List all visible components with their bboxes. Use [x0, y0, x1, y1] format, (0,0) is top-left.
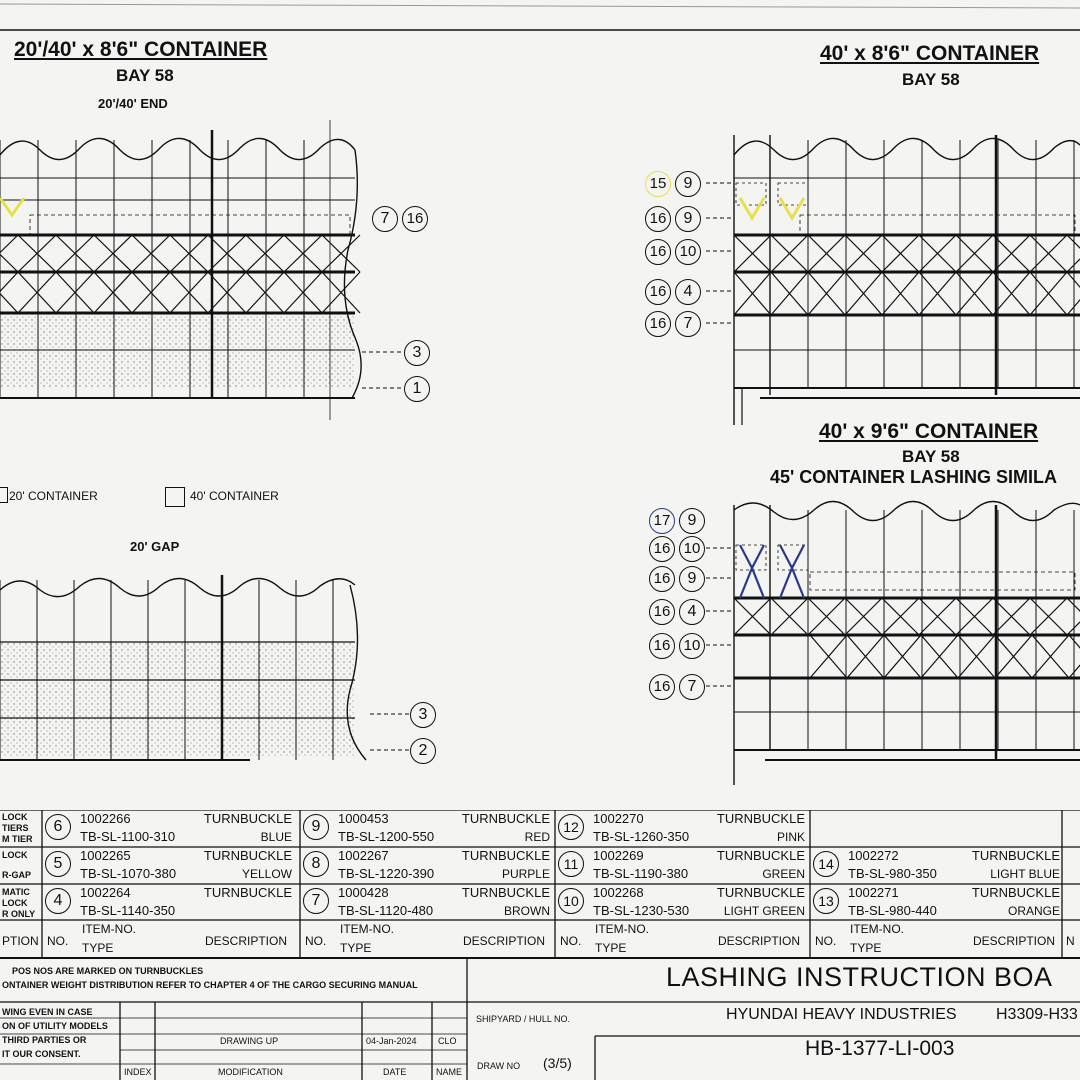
item-number: 1002266 — [80, 811, 131, 826]
header-item-no: ITEM-NO. — [82, 922, 136, 936]
header-description: DESCRIPTION — [718, 934, 801, 948]
rev-modification-entry: DRAWING UP — [220, 1036, 279, 1046]
parts-entry — [42, 810, 298, 847]
shipyard-name: HYUNDAI HEAVY INDUSTRIES — [726, 1006, 957, 1023]
callout-circle: 9 — [675, 206, 701, 232]
item-color: BLUE — [260, 830, 292, 844]
item-color: BROWN — [504, 904, 550, 918]
legend-20-label: 20' CONTAINER — [9, 489, 98, 503]
item-number: 1000428 — [338, 885, 389, 900]
callout-circle: 10 — [679, 633, 705, 659]
callout-circle: 10 — [675, 239, 701, 265]
draw-number: HB-1377-LI-003 — [805, 1037, 955, 1060]
header-item-no: ITEM-NO. — [340, 922, 394, 936]
callout-circle: 3 — [404, 340, 430, 366]
callout-circle: 10 — [679, 536, 705, 562]
header-type: TYPE — [850, 941, 882, 955]
copyright-1: WING EVEN IN CASE — [2, 1007, 93, 1017]
draw-no-label: DRAW NO — [477, 1061, 521, 1071]
pos-number-circle: 6 — [45, 814, 71, 840]
pos-number-circle: 5 — [45, 851, 71, 877]
drawing-title: LASHING INSTRUCTION BOA — [666, 962, 1053, 992]
callout-circle: 16 — [649, 599, 675, 625]
item-number: 1002267 — [338, 848, 389, 863]
header-description-cut: PTION — [2, 934, 39, 948]
header-type: TYPE — [595, 941, 627, 955]
pos-number-circle: 4 — [45, 888, 71, 914]
header-description: DESCRIPTION — [205, 934, 288, 948]
header-no: NO. — [560, 934, 582, 948]
item-number: 1000453 — [338, 811, 389, 826]
shipyard-label: SHIPYARD / HULL NO. — [476, 1014, 571, 1024]
pos-number-circle: 7 — [303, 888, 329, 914]
hull-number: H3309-H33 — [996, 1006, 1078, 1023]
gap-label: 20' GAP — [130, 539, 180, 554]
item-description: TURNBUCKLE — [971, 885, 1060, 900]
callout-circle: 4 — [679, 599, 705, 625]
item-type: TB-SL-980-440 — [848, 903, 937, 918]
item-number: 1002265 — [80, 848, 131, 863]
callout-circle: 7 — [679, 674, 705, 700]
parts-entry — [810, 847, 1066, 884]
item-color: ORANGE — [1007, 904, 1060, 918]
item-description: TURNBUCKLE — [203, 885, 292, 900]
item-description: TURNBUCKLE — [716, 811, 805, 826]
copyright-3: THIRD PARTIES OR — [2, 1035, 87, 1045]
parts-table — [0, 810, 1080, 1080]
copyright-4: IT OUR CONSENT. — [2, 1049, 81, 1059]
item-type: TB-SL-1140-350 — [80, 903, 176, 918]
top-right-title: 40' x 8'6" CONTAINER — [820, 42, 1040, 65]
leader-lines — [362, 183, 734, 750]
parts-entry — [300, 810, 556, 847]
note-line-2: ONTAINER WEIGHT DISTRIBUTION REFER TO CHAPTER 4 OF THE CARGO SECURING MANUAL — [2, 980, 418, 990]
item-type: TB-SL-1100-310 — [80, 829, 176, 844]
edge-label-5: R-GAP — [2, 870, 31, 880]
item-type: TB-SL-980-350 — [848, 866, 937, 881]
item-color: LIGHT BLUE — [990, 867, 1060, 881]
header-no-cut: N — [1066, 934, 1075, 948]
header-no: NO. — [305, 934, 327, 948]
parts-entry — [555, 810, 811, 847]
parts-entry — [300, 847, 556, 884]
table-header-group — [42, 920, 298, 958]
callout-circle: 9 — [679, 508, 705, 534]
item-number: 1002271 — [848, 885, 899, 900]
header-description: DESCRIPTION — [973, 934, 1056, 948]
parts-entry — [42, 884, 298, 921]
item-color: RED — [524, 830, 550, 844]
pos-number-circle: 11 — [558, 851, 584, 877]
note-line-1: POS NOS ARE MARKED ON TURNBUCKLES — [12, 966, 204, 976]
callout-circle: 1 — [404, 376, 430, 402]
parts-entry — [555, 884, 811, 921]
item-number: 1002268 — [593, 885, 644, 900]
callout-circle: 9 — [679, 566, 705, 592]
callout-circle: 16 — [645, 206, 671, 232]
item-color: LIGHT GREEN — [723, 904, 805, 918]
mid-right-bay: BAY 58 — [902, 447, 960, 466]
parts-entry — [555, 847, 811, 884]
rev-index-label: INDEX — [124, 1067, 152, 1077]
parts-entry — [42, 847, 298, 884]
edge-label-2: TIERS — [2, 823, 29, 833]
callout-circle: 9 — [675, 171, 701, 197]
edge-label-7: LOCK — [2, 898, 28, 908]
table-header-group — [300, 920, 556, 958]
rev-date-label: DATE — [383, 1067, 407, 1077]
header-type: TYPE — [82, 941, 114, 955]
item-type: TB-SL-1120-480 — [338, 903, 434, 918]
edge-label-4: LOCK — [2, 850, 28, 860]
callout-circle: 4 — [675, 279, 701, 305]
legend-20-swatch — [0, 487, 8, 503]
pos-number-circle: 13 — [813, 888, 839, 914]
item-color: PURPLE — [501, 867, 550, 881]
mid-right-title: 40' x 9'6" CONTAINER — [819, 420, 1039, 443]
parts-entry — [810, 884, 1066, 921]
header-no: NO. — [47, 934, 69, 948]
parts-entry — [300, 884, 556, 921]
rev-modification-label: MODIFICATION — [218, 1067, 283, 1077]
item-type: TB-SL-1220-390 — [338, 866, 435, 881]
callout-circle: 16 — [649, 633, 675, 659]
callout-circle: 7 — [675, 311, 701, 337]
header-item-no: ITEM-NO. — [850, 922, 904, 936]
table-header-group — [555, 920, 811, 958]
item-number: 1002270 — [593, 811, 644, 826]
header-type: TYPE — [340, 941, 372, 955]
item-description: TURNBUCKLE — [971, 848, 1060, 863]
table-header-group — [810, 920, 1066, 958]
edge-label-1: LOCK — [2, 812, 28, 822]
copyright-2: ON OF UTILITY MODELS — [2, 1021, 108, 1031]
item-description: TURNBUCKLE — [461, 885, 550, 900]
header-item-no: ITEM-NO. — [595, 922, 649, 936]
top-left-end-label: 20'/40' END — [98, 96, 168, 111]
item-color: YELLOW — [241, 867, 292, 881]
sheet-number: (3/5) — [543, 1055, 572, 1071]
edge-label-8: R ONLY — [2, 909, 36, 919]
callout-circle: 16 — [402, 206, 428, 232]
top-left-bay: BAY 58 — [116, 66, 174, 85]
item-type: TB-SL-1260-350 — [593, 829, 690, 844]
top-right-bay: BAY 58 — [902, 70, 960, 89]
mid-right-stack — [734, 501, 1080, 785]
item-type: TB-SL-1190-380 — [593, 866, 689, 881]
legend-40-label: 40' CONTAINER — [190, 489, 279, 503]
pos-number-circle: 10 — [558, 888, 584, 914]
callout-circle: 16 — [649, 674, 675, 700]
rev-name-entry: CLO — [438, 1036, 457, 1046]
pos-number-circle: 14 — [813, 851, 839, 877]
item-type: TB-SL-1070-380 — [80, 866, 177, 881]
item-number: 1002272 — [848, 848, 899, 863]
callout-circle: 7 — [372, 206, 398, 232]
pos-number-circle: 9 — [303, 814, 329, 840]
callout-circle: 16 — [649, 536, 675, 562]
item-description: TURNBUCKLE — [461, 811, 550, 826]
item-color: PINK — [776, 830, 805, 844]
pos-number-circle: 8 — [303, 851, 329, 877]
callout-circle: 2 — [410, 738, 436, 764]
item-description: TURNBUCKLE — [461, 848, 550, 863]
item-description: TURNBUCKLE — [203, 811, 292, 826]
header-description: DESCRIPTION — [463, 934, 546, 948]
item-type: TB-SL-1230-530 — [593, 903, 690, 918]
item-number: 1002264 — [80, 885, 131, 900]
callout-circle: 15 — [645, 171, 671, 197]
item-color: GREEN — [762, 867, 805, 881]
mid-right-note: 45' CONTAINER LASHING SIMILA — [770, 467, 1057, 487]
header-no: NO. — [815, 934, 837, 948]
callout-circle: 16 — [645, 311, 671, 337]
bottom-left-stack — [0, 575, 366, 760]
callout-circle: 16 — [649, 566, 675, 592]
callout-circle: 16 — [645, 279, 671, 305]
callout-circle: 3 — [410, 702, 436, 728]
rev-date-entry: 04-Jan-2024 — [366, 1036, 417, 1046]
pos-number-circle: 12 — [558, 814, 584, 840]
legend-40-swatch — [165, 487, 185, 507]
item-description: TURNBUCKLE — [203, 848, 292, 863]
item-type: TB-SL-1200-550 — [338, 829, 435, 844]
item-description: TURNBUCKLE — [716, 848, 805, 863]
callout-circle: 17 — [649, 508, 675, 534]
edge-label-3: M TIER — [2, 834, 33, 844]
top-left-title: 20'/40' x 8'6" CONTAINER — [14, 38, 268, 61]
item-number: 1002269 — [593, 848, 644, 863]
item-description: TURNBUCKLE — [716, 885, 805, 900]
rev-name-label: NAME — [436, 1067, 463, 1077]
callout-circle: 16 — [645, 239, 671, 265]
edge-label-6: MATIC — [2, 887, 30, 897]
